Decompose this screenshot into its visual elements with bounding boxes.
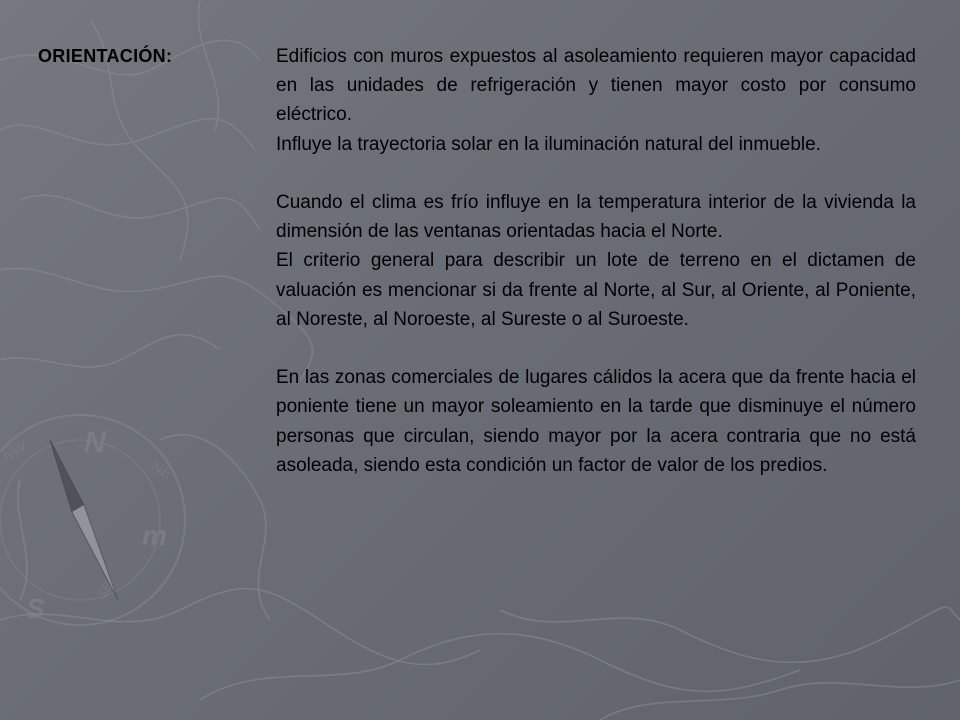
contour-line — [0, 268, 312, 380]
compass-east-letter: m — [142, 520, 167, 551]
paragraph-commercial-sidewalk: En las zonas comerciales de lugares cálidos la acera que da frente hacia el poniente tiene un mayor soleamiento en la tarde que disminuye el número personas que circulan, siendo mayor por la acera contraria que no está asoleada, siendo esta condición un factor de valor de los predios. — [276, 367, 916, 476]
paragraph-spacer — [276, 159, 916, 188]
paragraph-solar-lighting: Influye la trayectoria solar en la iluminación natural del inmueble. — [276, 133, 821, 155]
paragraph-spacer — [276, 334, 916, 363]
contour-line — [0, 335, 220, 367]
slide-heading: ORIENTACIÓN: — [38, 46, 173, 66]
slide-body — [276, 42, 916, 480]
contour-line — [160, 435, 270, 620]
contour-line — [600, 680, 960, 720]
compass-north-letter: N — [84, 426, 106, 459]
contour-line — [20, 195, 260, 230]
compass-south-letter: S — [26, 593, 45, 624]
compass-northwest-letter: NW — [0, 438, 30, 466]
compass-southeast-letter: SE — [93, 578, 116, 602]
contour-line — [18, 480, 27, 600]
contour-line — [500, 607, 960, 663]
contour-line — [198, 0, 218, 130]
paragraph-cold-climate-windows: Cuando el clima es frío influye en la temperatura interior de la vivienda la dimensión de las ventanas orientadas hacia el Norte. — [276, 192, 916, 243]
compass-rose — [0, 415, 185, 625]
paragraph-valuation-criteria: El criterio general para describir un lote de terreno en el dictamen de valuación es mencionar si da frente al Norte, al Sur, al Oriente, al Poniente, al Noreste, al Noroeste, al Sureste o al Suroeste. — [276, 250, 916, 330]
paragraph-cooling-costs: Edificios con muros expuestos al asoleamiento requieren mayor capacidad en las unidades de refrigeración y tienen mayor costo por consumo eléctrico. — [276, 46, 916, 126]
compass-northeast-letter: NE — [148, 458, 175, 483]
